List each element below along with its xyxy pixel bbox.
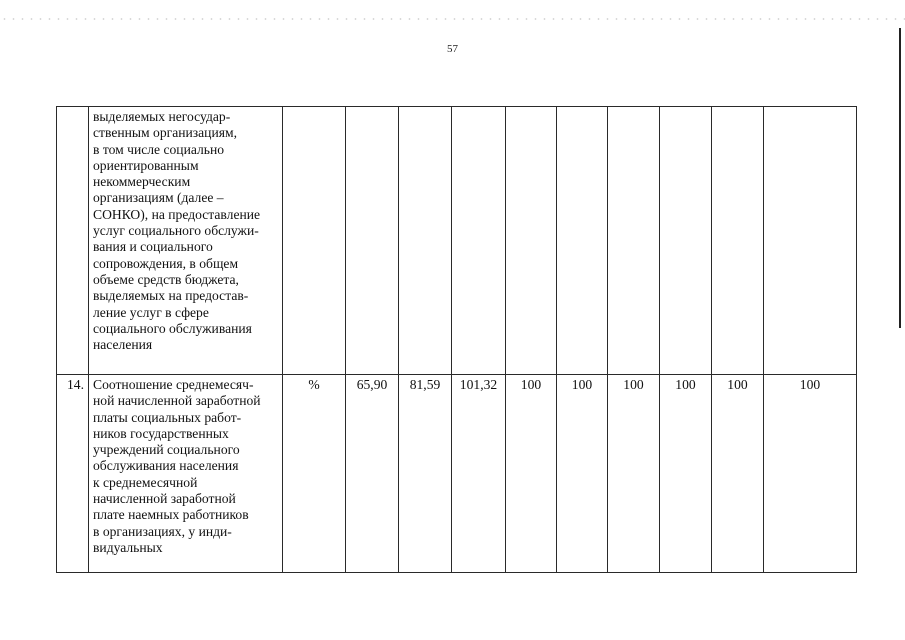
value-cell: 100 <box>660 375 712 573</box>
table-row <box>57 375 857 573</box>
value-cell <box>346 107 399 375</box>
value-cell <box>557 107 608 375</box>
value-cell <box>608 107 660 375</box>
indicators-table <box>56 106 857 573</box>
row-number <box>57 107 89 375</box>
value-cell: 65,90 <box>346 375 399 573</box>
indicator-name: выделяемых негосудар- ственным организациям, в том числе социально ориентированным некоммерческим организациям (далее – СОНКО), на предоставление услуг социального обслужи- вания и социального сопровождения, в общем объеме средств бюджета, выделяемых на предостав- ление услуг в сфере социального обслуживания населения <box>89 107 283 375</box>
value-cell <box>506 107 557 375</box>
row-number: 14. <box>57 375 89 573</box>
indicator-name: Соотношение среднемесяч- ной начисленной заработной платы социальных работ- ников государственных учреждений социального обслуживания населения к среднемесячной начисленной заработной плате наемных работников в организациях, у инди- видуальных <box>89 375 283 573</box>
value-cell <box>764 107 857 375</box>
value-cell: 100 <box>506 375 557 573</box>
value-cell: 100 <box>608 375 660 573</box>
scan-artifact-top <box>0 18 905 20</box>
page-number: 57 <box>447 43 458 55</box>
unit-cell: % <box>283 375 346 573</box>
value-cell <box>660 107 712 375</box>
value-cell <box>399 107 452 375</box>
table-row <box>57 107 857 375</box>
unit-cell <box>283 107 346 375</box>
value-cell: 100 <box>557 375 608 573</box>
value-cell <box>452 107 506 375</box>
value-cell: 81,59 <box>399 375 452 573</box>
value-cell: 101,32 <box>452 375 506 573</box>
value-cell <box>712 107 764 375</box>
value-cell: 100 <box>712 375 764 573</box>
scan-artifact-edge <box>899 28 901 328</box>
value-cell: 100 <box>764 375 857 573</box>
